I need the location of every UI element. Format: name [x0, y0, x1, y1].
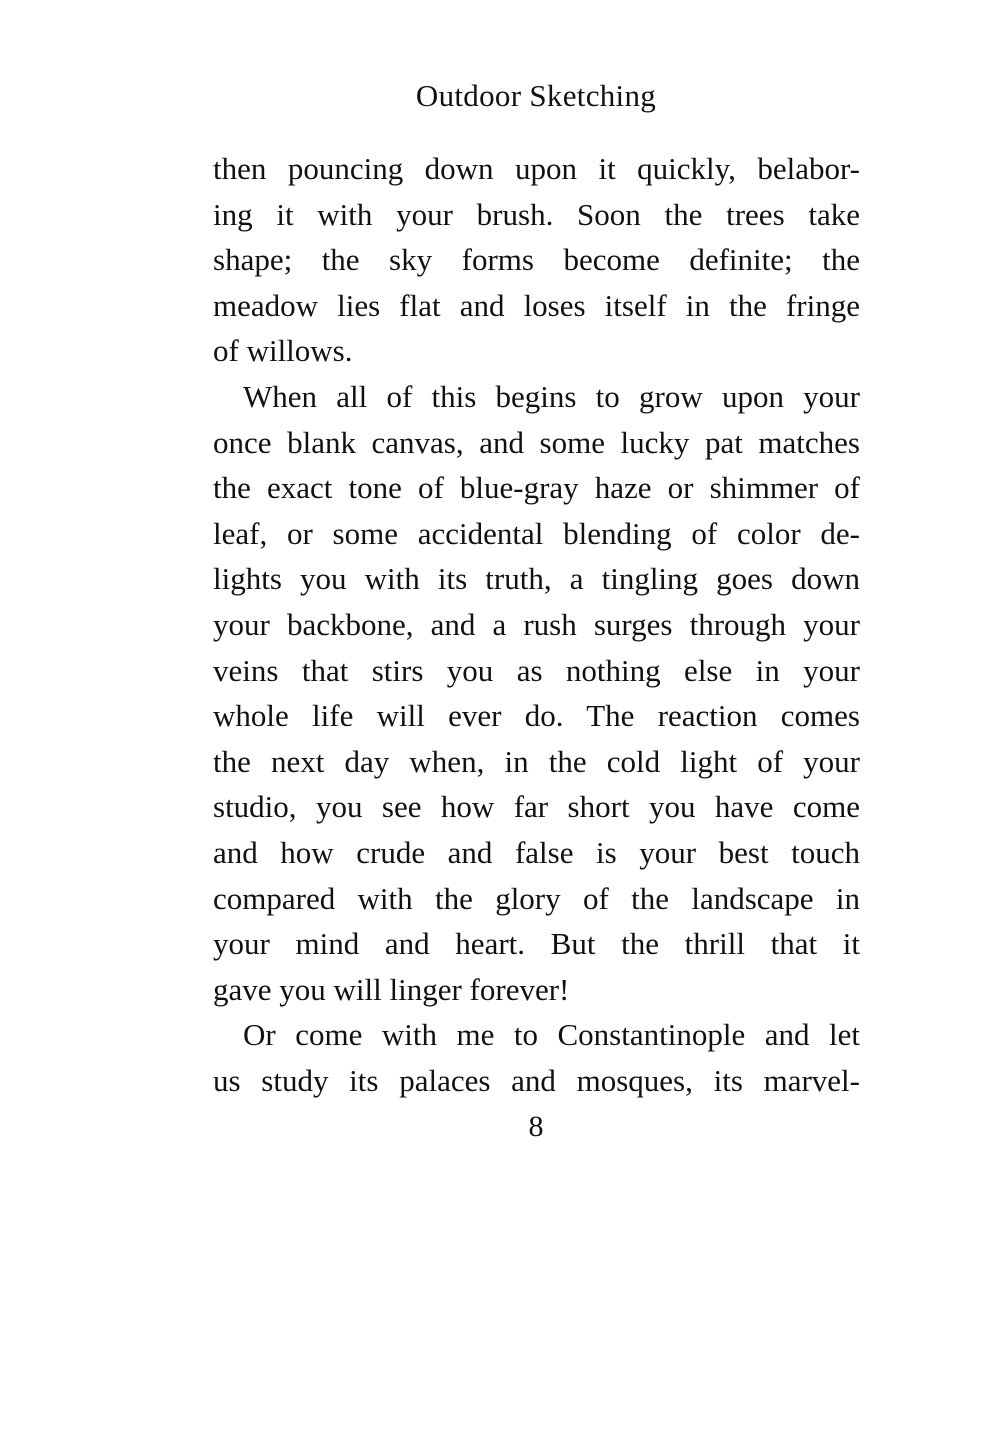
- text-line: your backbone, and a rush surges through your: [213, 606, 860, 642]
- text-line: the next day when, in the cold light of your: [213, 743, 860, 779]
- text-line: whole life will ever do. The reaction comes: [213, 698, 860, 734]
- text-line: once blank canvas, and some lucky pat matches: [213, 424, 860, 460]
- text-line: Or come with me to Constantinople and let: [243, 1017, 860, 1053]
- text-line: leaf, or some accidental blending of color de-: [213, 515, 860, 551]
- text-line: your mind and heart. But the thrill that it: [213, 926, 860, 962]
- text-line: gave you will linger forever!: [213, 971, 570, 1007]
- text-line: When all of this begins to grow upon your: [243, 378, 860, 414]
- running-head: Outdoor Sketching: [415, 78, 657, 113]
- text-line: veins that stirs you as nothing else in your: [213, 652, 860, 688]
- page-number: 8: [528, 1110, 544, 1143]
- text-line: studio, you see how far short you have come: [213, 789, 860, 825]
- text-line: compared with the glory of the landscape in: [213, 880, 860, 916]
- text-line: then pouncing down upon it quickly, belabor-: [213, 151, 860, 186]
- text-line: shape; the sky forms become definite; the: [213, 242, 860, 278]
- text-line: ing it with your brush. Soon the trees take: [213, 196, 860, 232]
- text-line: of willows.: [213, 333, 353, 369]
- text-line: the exact tone of blue-gray haze or shimmer of: [213, 470, 860, 506]
- text-line: meadow lies flat and loses itself in the fringe: [213, 287, 860, 323]
- body-text: [213, 146, 860, 1103]
- text-line: lights you with its truth, a tingling goes down: [213, 561, 860, 597]
- text-line: and how crude and false is your best touch: [213, 834, 860, 870]
- text-line: us study its palaces and mosques, its marvel-: [213, 1062, 860, 1098]
